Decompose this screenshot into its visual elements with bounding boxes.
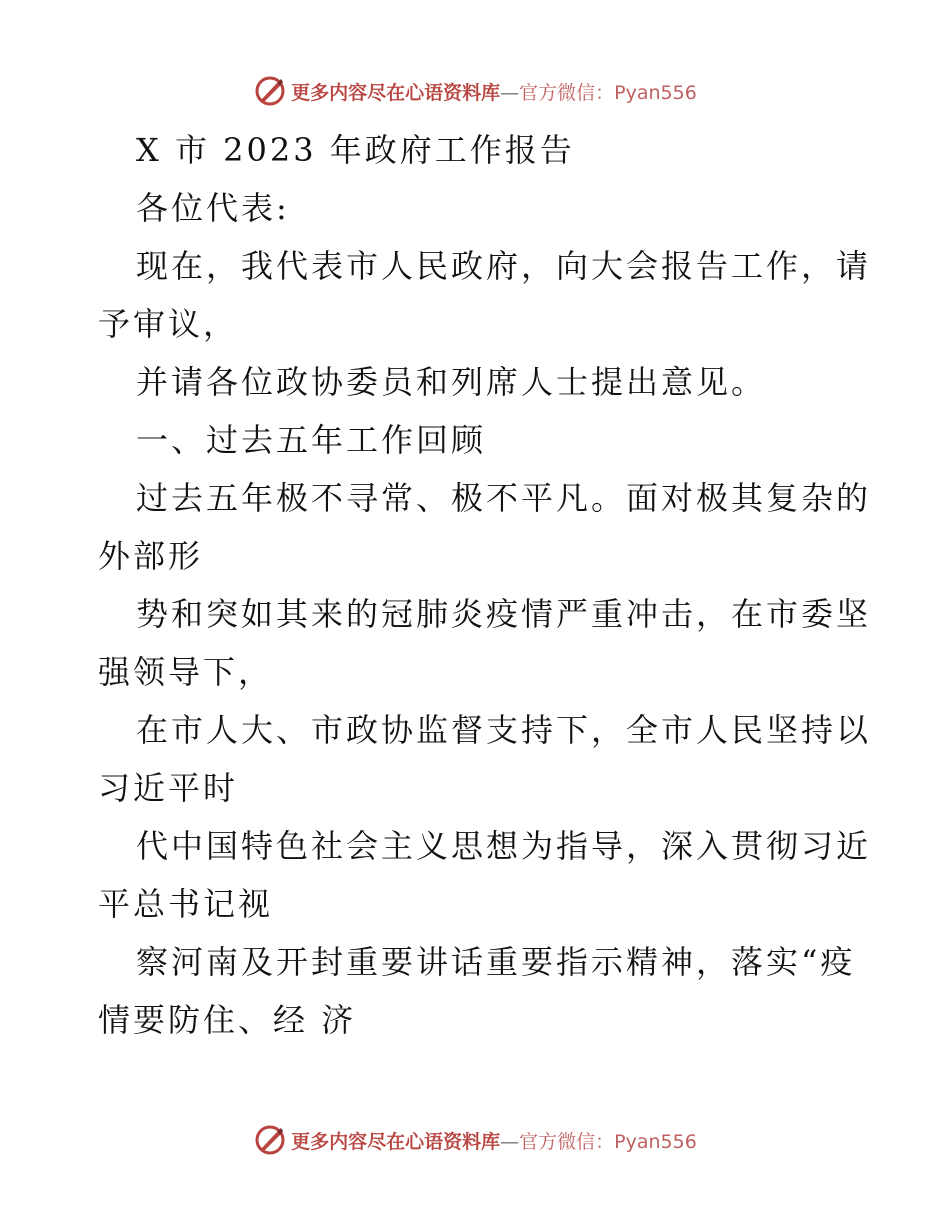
- document-line: 过去五年极不寻常、极不平凡。面对极其复杂的: [136, 479, 872, 517]
- watermark-text: [291, 1127, 697, 1154]
- document-line: 习近平时: [98, 769, 239, 807]
- watermark-group: [253, 74, 697, 108]
- document-line: 势和突如其来的冠肺炎疫情严重冲击，在市委坚: [136, 595, 872, 633]
- watermark-group: [253, 1123, 697, 1157]
- document-line: 一、过去五年工作回顾: [136, 421, 487, 459]
- watermark-sub-text: 官方微信：Pyan556: [519, 81, 697, 104]
- watermark-main-text: 更多内容尽在心语资料库: [291, 81, 501, 104]
- document-line: 现在，我代表市人民政府，向大会报告工作，请: [136, 247, 872, 285]
- document-line: 代中国特色社会主义思想为指导，深入贯彻习近: [136, 827, 872, 865]
- document-line: 强领导下，: [98, 653, 274, 691]
- document-line: 情要防住、经 济: [98, 1001, 357, 1039]
- document-line: 予审议，: [98, 305, 239, 343]
- document-line: 察河南及开封重要讲话重要指示精神，落实“疫: [136, 943, 856, 981]
- pen-logo-icon: [253, 1123, 287, 1157]
- pen-logo-icon: [253, 74, 287, 108]
- watermark-banner-top: [0, 71, 950, 111]
- watermark-main-text: 更多内容尽在心语资料库: [291, 1130, 501, 1153]
- document-line: 并请各位政协委员和列席人士提出意见。: [136, 363, 767, 401]
- watermark-banner-bottom: [0, 1120, 950, 1160]
- document-line: X 市 2023 年政府工作报告: [136, 131, 575, 169]
- document-body: [98, 121, 872, 1049]
- watermark-dash: —: [500, 81, 520, 104]
- document-line: 在市人大、市政协监督支持下，全市人民坚持以: [136, 711, 872, 749]
- document-line: 外部形: [98, 537, 204, 575]
- watermark-text: [291, 78, 697, 105]
- document-line: 各位代表:: [136, 189, 290, 227]
- watermark-sub-text: 官方微信：Pyan556: [519, 1130, 697, 1153]
- document-line: 平总书记视: [98, 885, 274, 923]
- watermark-dash: —: [500, 1130, 520, 1153]
